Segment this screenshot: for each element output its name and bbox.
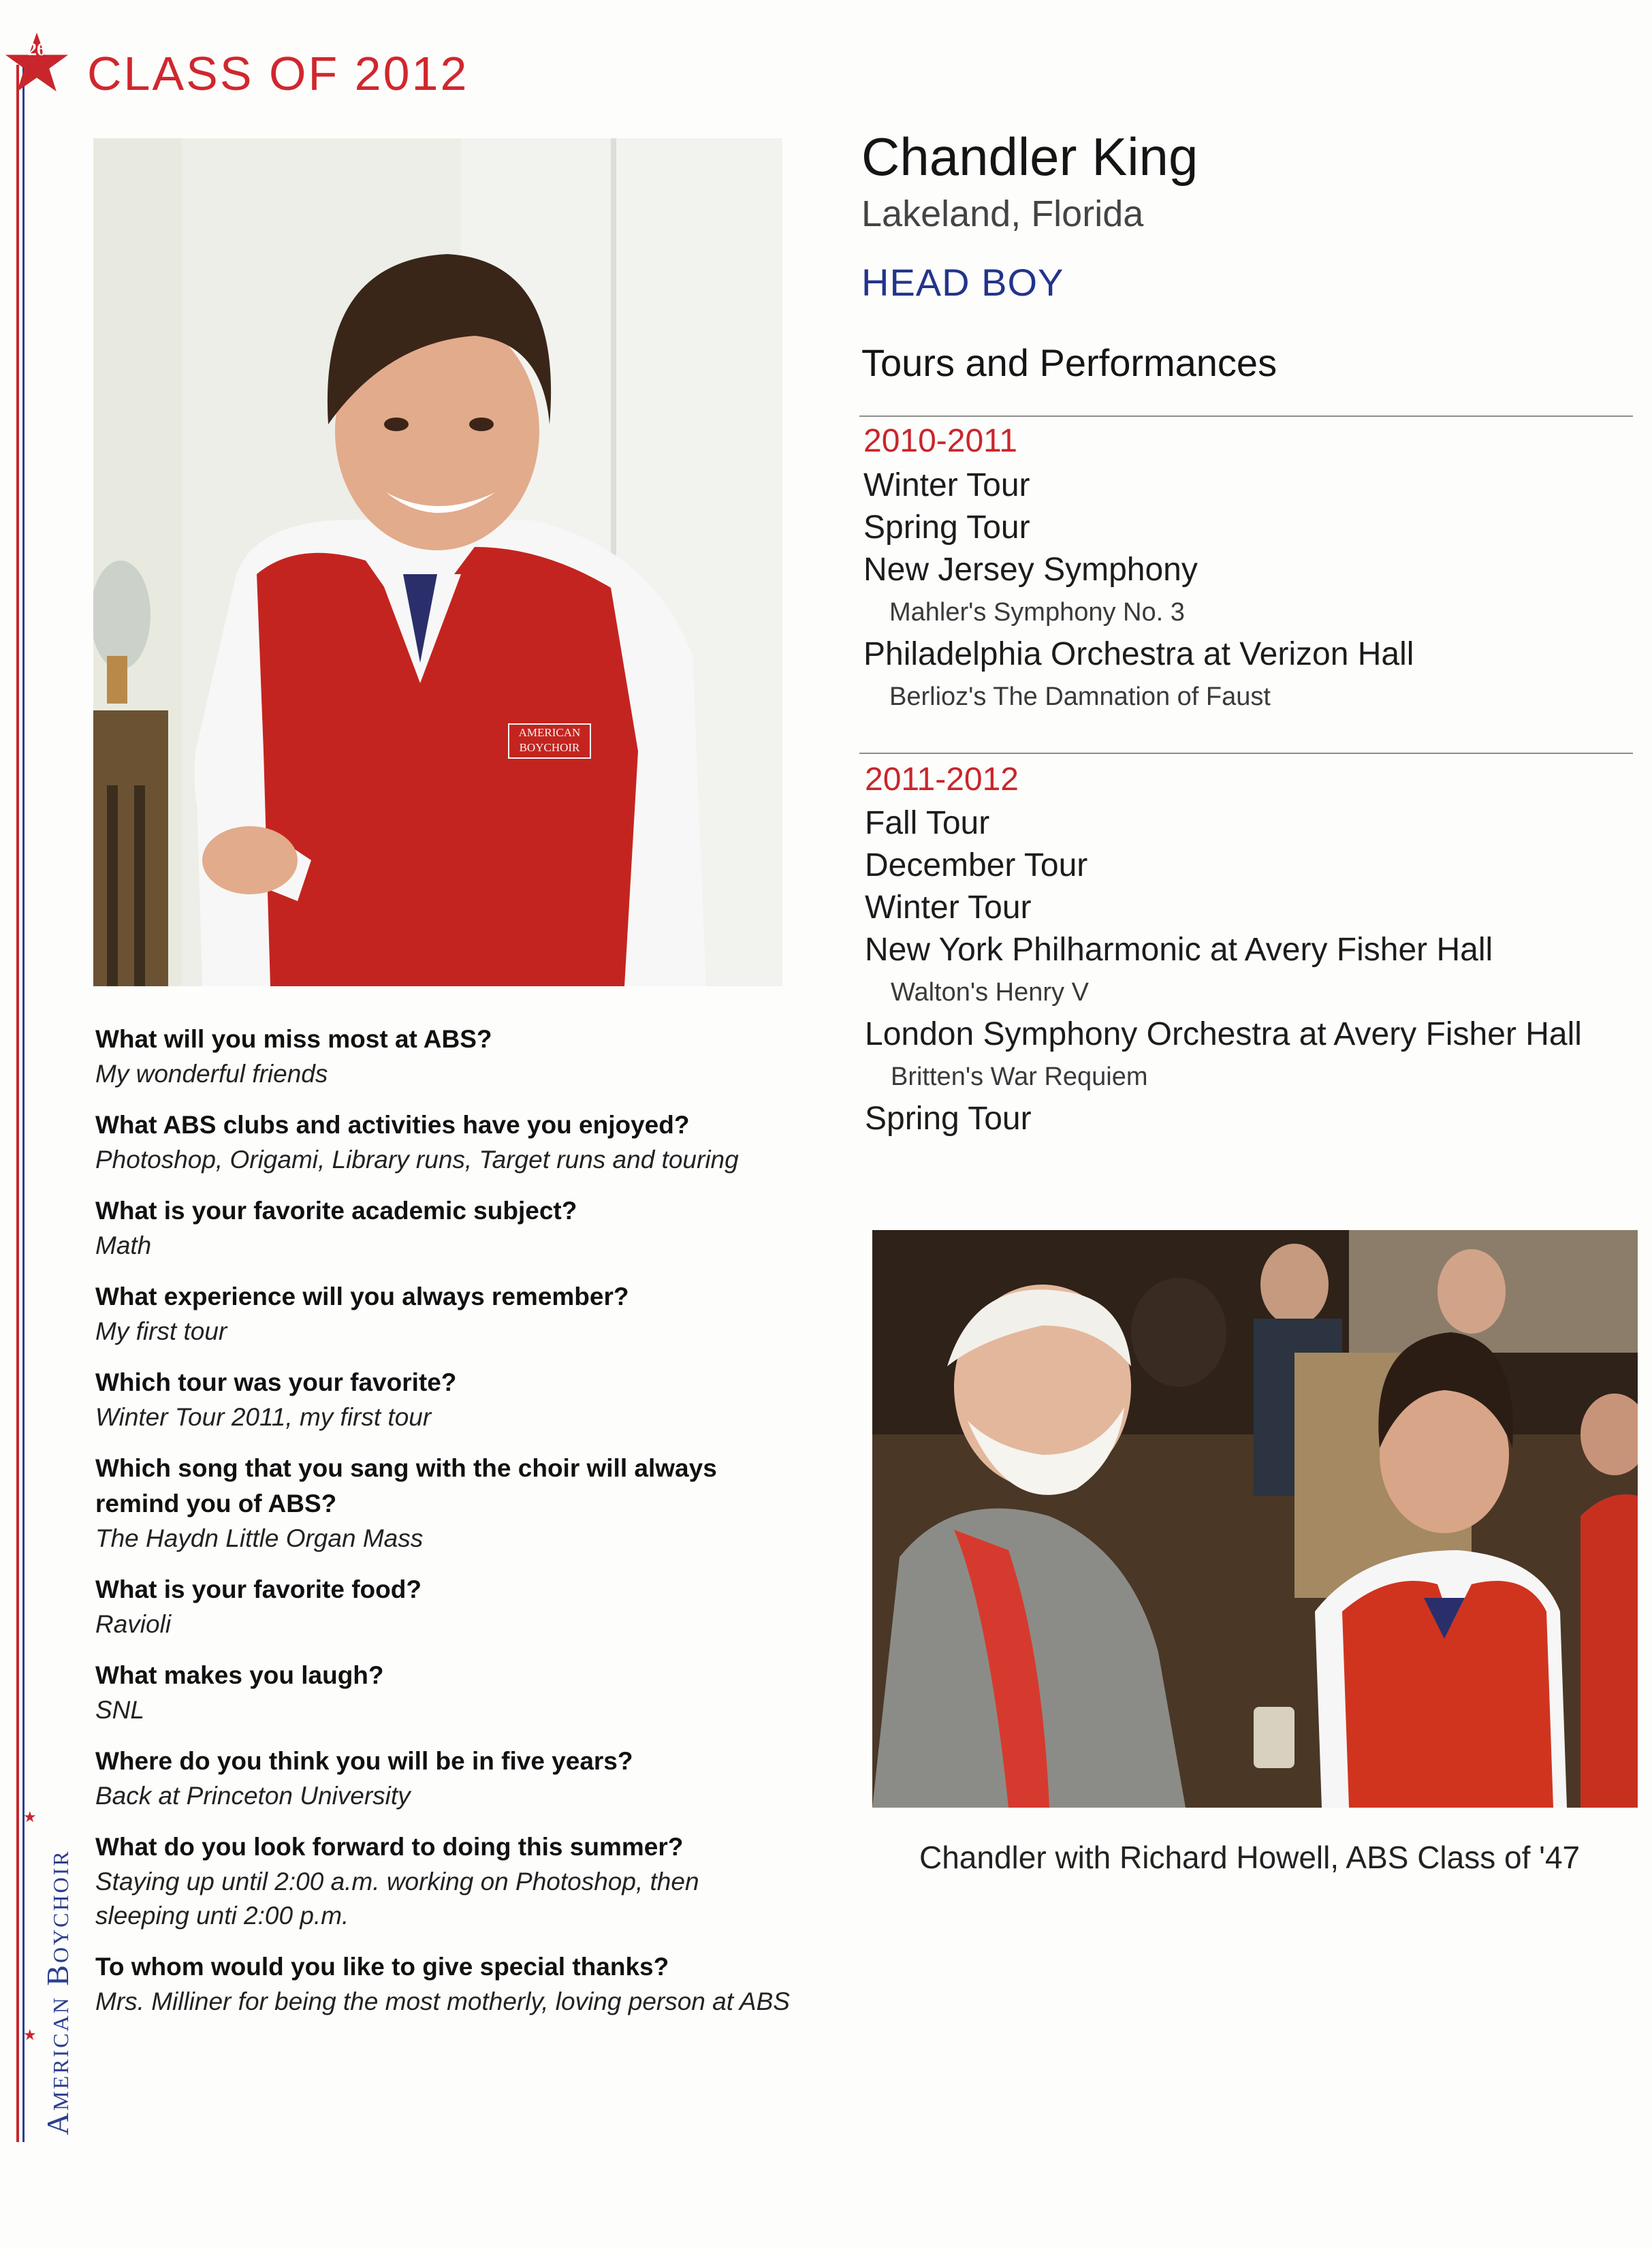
tour-item: Winter Tour: [865, 890, 1032, 926]
star-icon: ★: [23, 1808, 37, 1825]
qa-item: [95, 1365, 790, 1434]
left-border-blue-rule: [22, 65, 25, 2142]
answer: Mrs. Milliner for being the most motherly, loving person at ABS: [95, 1987, 790, 2015]
honor-title: HEAD BOY: [861, 261, 1064, 304]
answer: My first tour: [95, 1317, 227, 1345]
tour-item: Philadelphia Orchestra at Verizon Hall: [863, 636, 1414, 672]
answer: My wonderful friends: [95, 1060, 328, 1088]
season-title: 2010-2011: [863, 423, 1017, 459]
photo-caption: Chandler with Richard Howell, ABS Class of '47: [919, 1840, 1580, 1875]
qa-item: [95, 1829, 790, 1933]
answer: Ravioli: [95, 1610, 172, 1638]
qa-item: [95, 1022, 790, 1091]
qa-item: [95, 1572, 790, 1641]
qa-item: [95, 1279, 790, 1349]
answer: Staying up until 2:00 a.m. working on Photoshop, then sleeping unti 2:00 p.m.: [95, 1868, 699, 1930]
answer: Photoshop, Origami, Library runs, Target runs and touring: [95, 1146, 739, 1174]
qa-list: [95, 1022, 790, 2035]
qa-item: [95, 1107, 790, 1177]
hometown: Lakeland, Florida: [861, 193, 1144, 234]
portrait-photo: [93, 138, 782, 986]
question: What makes you laugh?: [95, 1661, 384, 1689]
side-brand-text: American Boychoir: [40, 1849, 75, 2135]
qa-item: [95, 1658, 790, 1727]
question: What is your favorite academic subject?: [95, 1197, 577, 1225]
tour-item: New Jersey Symphony: [863, 552, 1198, 588]
tour-list-2010-2011: [863, 465, 1414, 718]
tour-item-piece: Berlioz's The Damnation of Faust: [889, 682, 1271, 711]
tours-heading: Tours and Performances: [861, 341, 1277, 384]
question: What ABS clubs and activities have you enjoyed?: [95, 1111, 690, 1139]
tour-item: Spring Tour: [865, 1101, 1032, 1137]
vest-logo-text: AMERICAN BOYCHOIR: [518, 726, 581, 754]
question: What do you look forward to doing this summer?: [95, 1833, 684, 1861]
question: Which tour was your favorite?: [95, 1368, 457, 1396]
page-number: 26: [28, 40, 46, 59]
question: Which song that you sang with the choir will always remind you of ABS?: [95, 1454, 717, 1517]
tour-item: Fall Tour: [865, 805, 990, 841]
divider: [859, 753, 1633, 754]
qa-item: [95, 1451, 790, 1556]
tour-list-2011-2012: [865, 802, 1582, 1140]
question: What experience will you always remember?: [95, 1283, 629, 1310]
tour-item-piece: Walton's Henry V: [891, 978, 1089, 1007]
answer: Winter Tour 2011, my first tour: [95, 1403, 432, 1431]
tour-item: London Symphony Orchestra at Avery Fisher Hall: [865, 1016, 1582, 1052]
star-icon: ★: [23, 2026, 37, 2043]
left-border-red-rule: [16, 65, 19, 2142]
season-title: 2011-2012: [865, 761, 1019, 798]
answer: The Haydn Little Organ Mass: [95, 1524, 424, 1552]
tour-item: Winter Tour: [863, 467, 1030, 503]
tour-item: December Tour: [865, 847, 1088, 883]
question: Where do you think you will be in five years?: [95, 1747, 633, 1775]
answer: SNL: [95, 1696, 144, 1724]
question: To whom would you like to give special thanks?: [95, 1953, 669, 1981]
tour-item-piece: Britten's War Requiem: [891, 1063, 1148, 1091]
question: What will you miss most at ABS?: [95, 1025, 492, 1053]
qa-item: [95, 1949, 790, 2019]
student-name: Chandler King: [861, 127, 1198, 187]
tour-item: Spring Tour: [863, 509, 1030, 546]
question: What is your favorite food?: [95, 1575, 422, 1603]
tour-item-piece: Mahler's Symphony No. 3: [889, 598, 1185, 627]
divider: [859, 415, 1633, 417]
group-photo: [872, 1230, 1638, 1808]
section-title: CLASS OF 2012: [87, 47, 469, 100]
answer: Math: [95, 1231, 152, 1259]
qa-item: [95, 1744, 790, 1813]
qa-item: [95, 1193, 790, 1263]
answer: Back at Princeton University: [95, 1782, 411, 1810]
tour-item: New York Philharmonic at Avery Fisher Hall: [865, 932, 1493, 968]
